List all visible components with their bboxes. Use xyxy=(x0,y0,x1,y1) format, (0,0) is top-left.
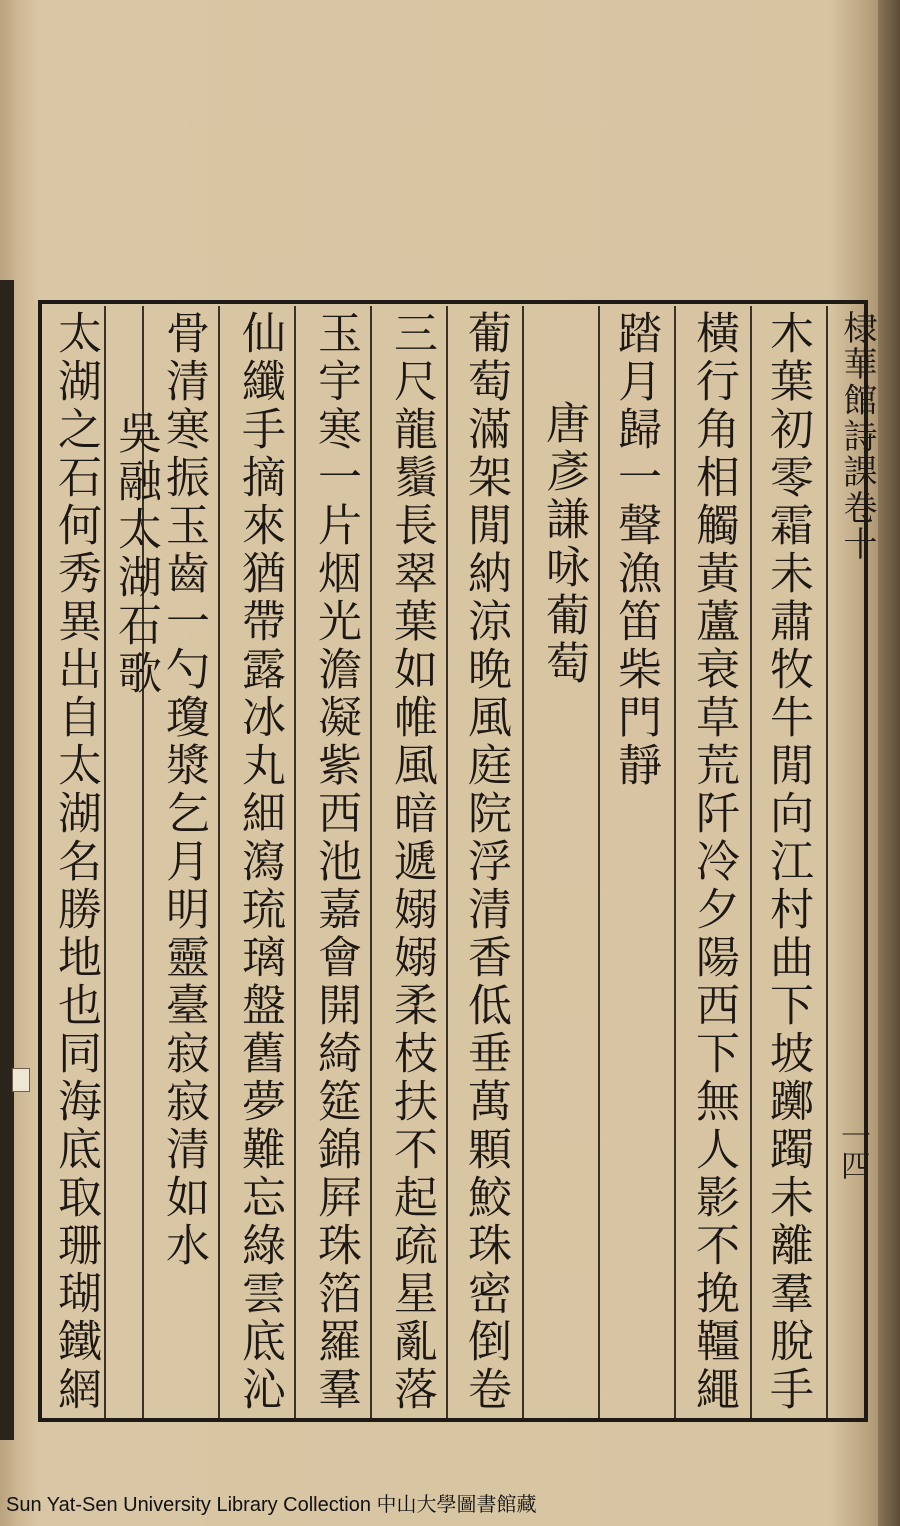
collection-footer: Sun Yat-Sen University Library Collection 中山大學圖書館藏 xyxy=(6,1494,537,1516)
book-spine xyxy=(0,280,14,1440)
text-column-7: 玉宇寒一片烟光澹凝紫西池嘉會開綺筵錦屛珠箔羅羣 xyxy=(310,310,361,1414)
page-edge xyxy=(878,0,900,1526)
column-rule xyxy=(750,306,752,1418)
text-column-8: 仙纖手摘來猶帶露冰丸細瀉琉璃盤舊夢難忘綠雲底沁 xyxy=(234,310,285,1414)
column-rule xyxy=(294,306,296,1418)
margin-title xyxy=(837,310,877,562)
text-column-10-heading: 吳融太湖石歌 xyxy=(110,410,161,698)
column-rule xyxy=(370,306,372,1418)
text-column-6: 三尺龍鬚長翠葉如帷風暗遞嫋嫋柔枝扶不起疏星亂落 xyxy=(386,310,437,1414)
text-column-3: 踏月歸一聲漁笛柴門靜 xyxy=(610,310,661,790)
text-column-11: 太湖之石何秀異出自太湖名勝地也同海底取珊瑚鐵網 xyxy=(50,310,101,1414)
column-rule xyxy=(446,306,448,1418)
binding-thread xyxy=(12,1068,30,1092)
column-rule xyxy=(522,306,524,1418)
page-number: 一四 xyxy=(835,1120,870,1180)
text-column-5: 葡萄滿架閒納涼晚風庭院浮清香低垂萬顆鮫珠密倒卷 xyxy=(460,310,511,1414)
text-column-9: 骨清寒振玉齒一勺瓊漿乞月明靈臺寂寂清如水 xyxy=(158,310,209,1270)
column-rule xyxy=(218,306,220,1418)
column-rule xyxy=(598,306,600,1418)
volume-label: 卷十 xyxy=(837,490,877,562)
book-title: 棣華館詩課 xyxy=(837,310,877,490)
column-rule xyxy=(826,306,828,1418)
column-rule xyxy=(104,306,106,1418)
column-rule xyxy=(674,306,676,1418)
text-column-2: 橫行角相觸黃蘆衰草荒阡冷夕陽西下無人影不挽韁繩 xyxy=(688,310,739,1414)
text-column-1: 木葉初零霜未肅牧牛閒向江村曲下坡躑躅未離羣脫手 xyxy=(762,310,813,1414)
text-column-4-heading: 唐彥謙咏葡萄 xyxy=(538,400,589,688)
